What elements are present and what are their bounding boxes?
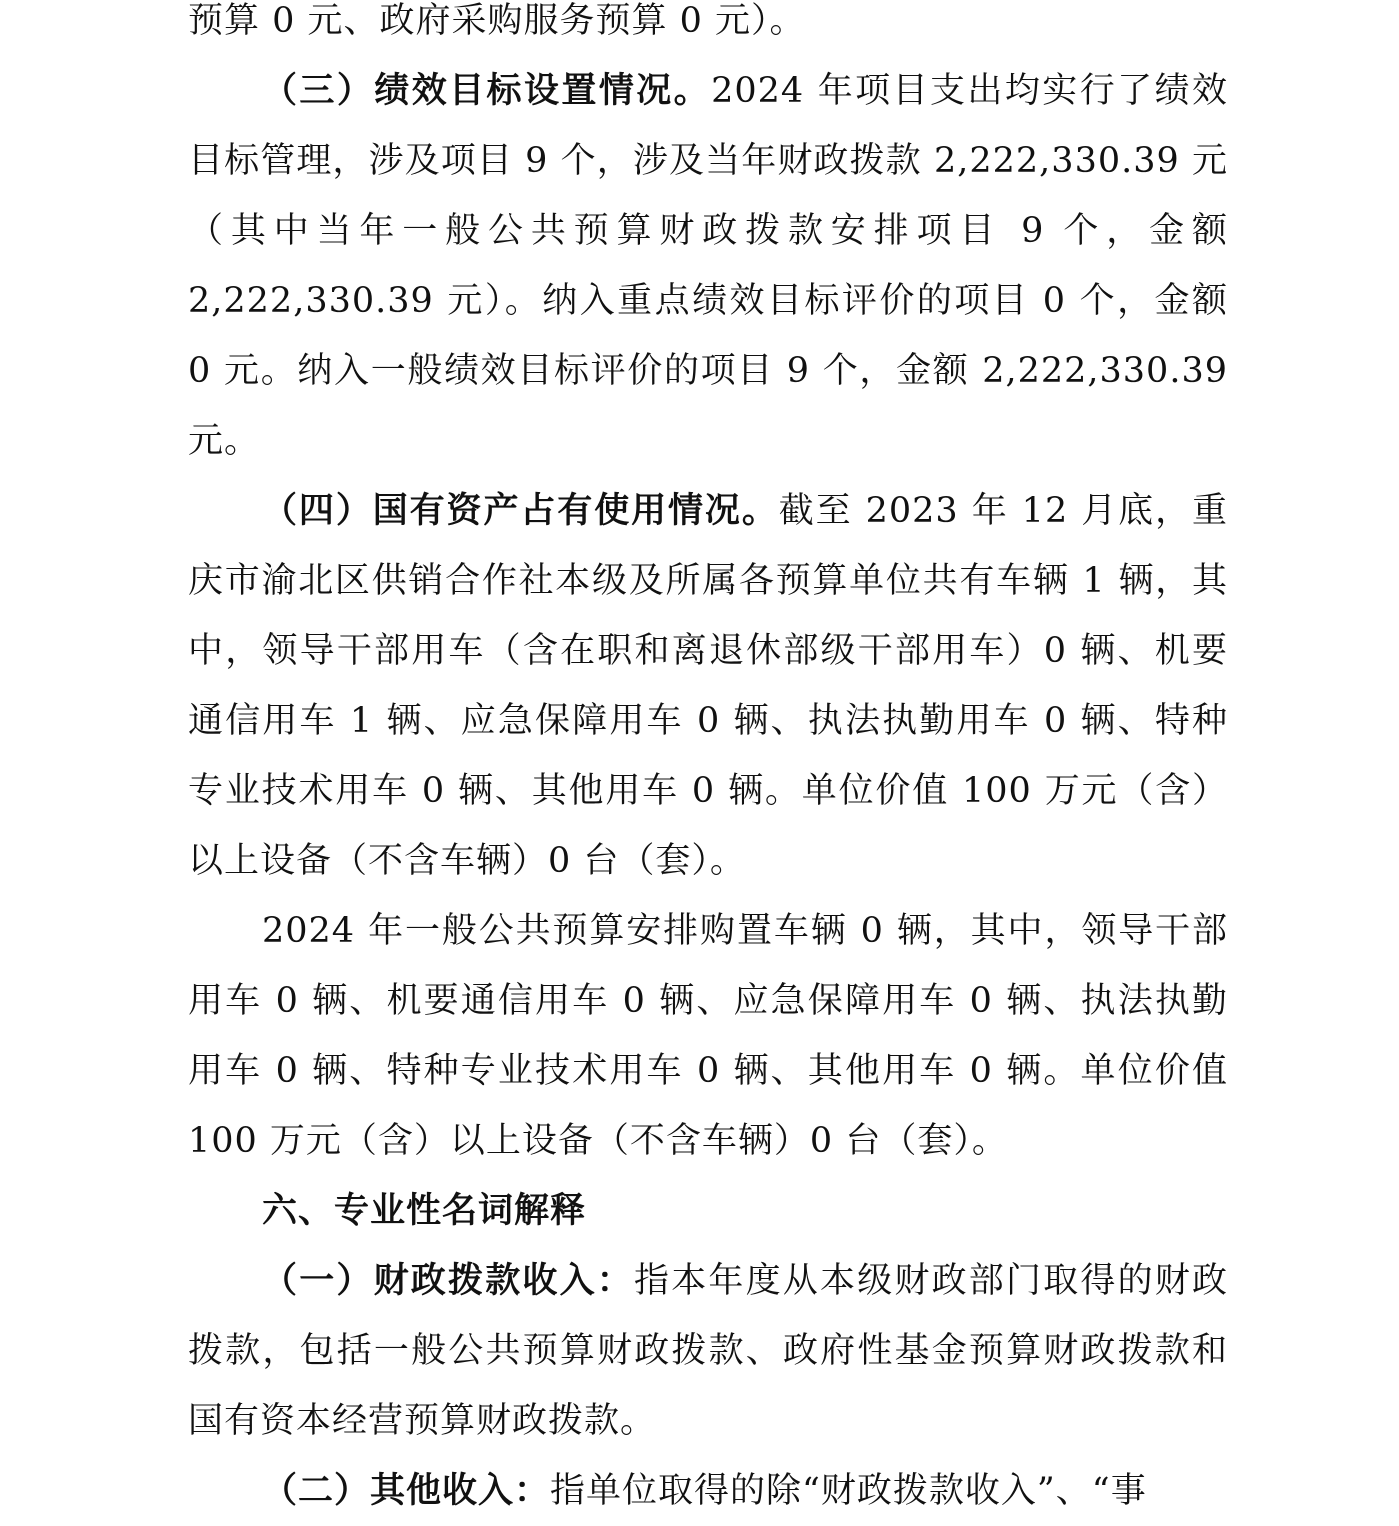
paragraph-text: 预算 0 元、政府采购服务预算 0 元）。 [188,1,806,41]
paragraph-text: 指本年度从本级财政部门取得的财政拨款，包括一般公共预算财政拨款、政府性基金预算财政拨款和国有资本经营预算财政拨款。 [188,1261,1228,1441]
paragraph-lead: （三）绩效目标设置情况。 [262,71,712,111]
body-text [188,0,1228,1526]
paragraph-vehicle-purchase [188,896,1228,1176]
paragraph-state-assets [188,476,1228,896]
paragraph-lead: （二）其他收入： [262,1471,551,1511]
section-heading: 六、专业性名词解释 [262,1191,587,1231]
paragraph-performance-goals [188,56,1228,476]
paragraph-text: 截至 2023 年 12 月底，重庆市渝北区供销合作社本级及所属各预算单位共有车辆 1 辆，其中，领导干部用车（含在职和离退休部级干部用车）0 辆、机要通信用车 1 辆、应急保障用车 0 辆、执法执勤用车 0 辆、特种专业技术用车 0 辆、其他用车 0 辆。单位价值 100 万元（含）以上设备（不含车辆）0 台（套）。 [188,491,1228,881]
paragraph-lead: （一）财政拨款收入： [262,1261,634,1301]
paragraph-continuation [188,0,1228,56]
paragraph-text: 2024 年项目支出均实行了绩效目标管理，涉及项目 9 个，涉及当年财政拨款 2,222,330.39 元（其中当年一般公共预算财政拨款安排项目 9 个，金额 2,222,330.39 元）。纳入重点绩效目标评价的项目 0 个，金额 0 元。纳入一般绩效目标评价的项目 9 个，金额 2,222,330.39 元。 [188,71,1228,461]
paragraph-text: 指单位取得的除“财政拨款收入”、“事 [550,1471,1147,1511]
paragraph-text: 2024 年一般公共预算安排购置车辆 0 辆，其中，领导干部用车 0 辆、机要通信用车 0 辆、应急保障用车 0 辆、执法执勤用车 0 辆、特种专业技术用车 0 辆、其他用车 0 辆。单位价值 100 万元（含）以上设备（不含车辆）0 台（套）。 [188,911,1228,1161]
paragraph-other-income [188,1456,1228,1526]
paragraph-lead: （四）国有资产占有使用情况。 [262,491,779,531]
paragraph-fiscal-appropriation [188,1246,1228,1456]
